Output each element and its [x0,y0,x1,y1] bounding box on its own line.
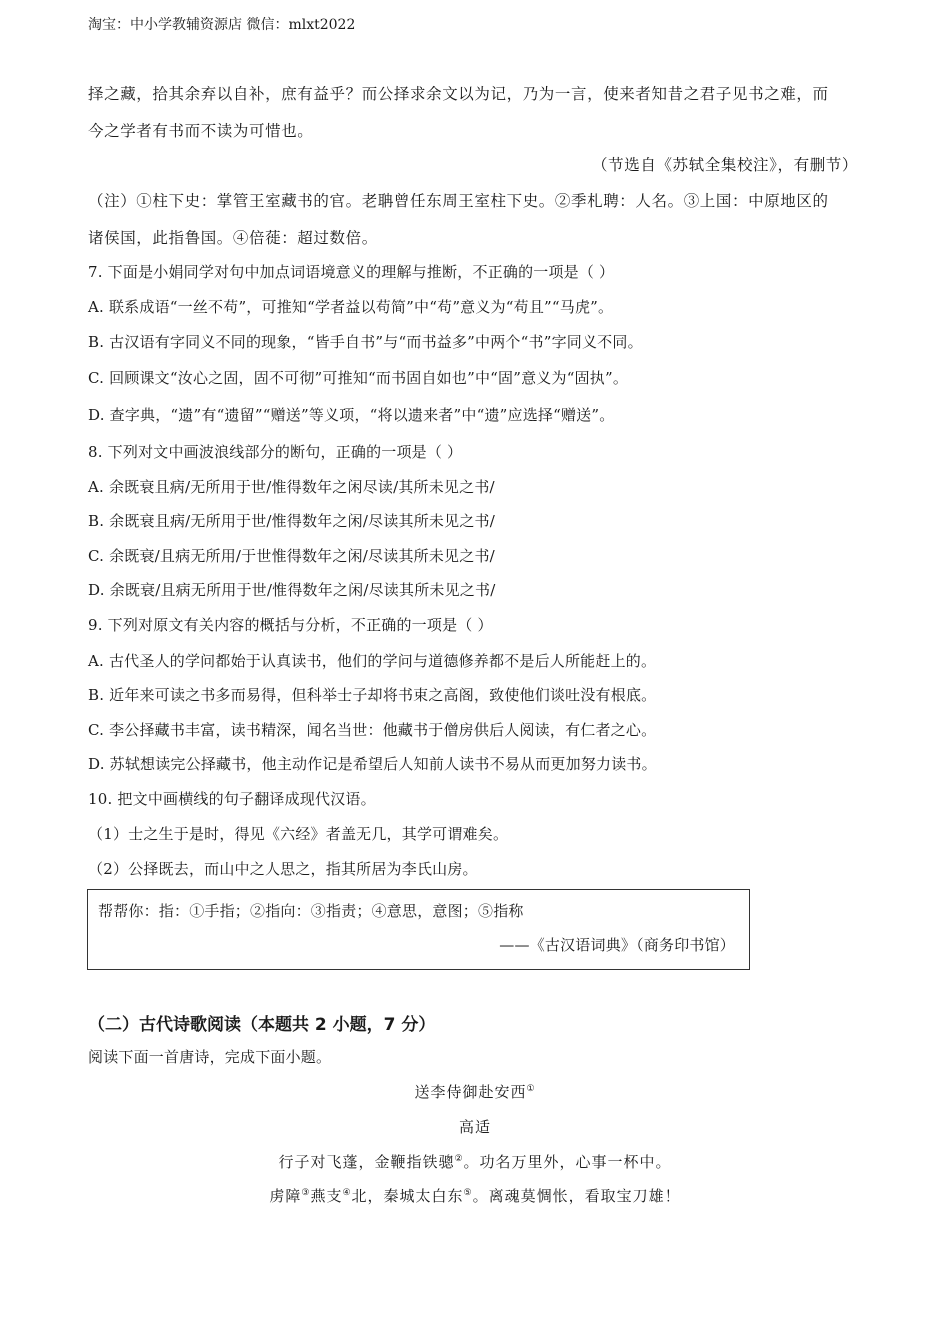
poem-line-2 [0,1185,950,1206]
poem-note-5: ⑤ [463,1188,473,1198]
poem-line-1-part-a: 行子对飞蓬，金鞭指铁骢 [278,1153,455,1171]
poem-line-2-part-b: 燕支 [310,1187,343,1205]
poem-line-2-part-c: 北，秦城太白东 [351,1187,464,1205]
poem-title-text: 送李侍御赴安西 [414,1083,527,1101]
poem-note-3: ③ [301,1188,311,1198]
note-line-2: 诸侯国，此指鲁国。④倍蓰：超过数倍。 [88,229,378,247]
passage-source: （节选自《苏轼全集校注》，有删节） [592,156,858,174]
q9-stem: 9. 下列对原文有关内容的概括与分析，不正确的一项是（ ） [88,616,493,634]
passage-line-1: 择之藏，拾其余弃以自补，庶有益乎？而公择求余文以为记，乃为一言，使来者知昔之君子见书之难，而 [88,85,829,103]
q10-stem: 10. 把文中画横线的句子翻译成现代汉语。 [88,790,376,808]
poem-author: 高适 [458,1118,491,1136]
help-box [87,889,750,970]
q8-option-a: A. 余既衰且病/无所用于世/惟得数年之闲尽读/其所未见之书/ [88,478,495,496]
poem-line-2-part-a: 虏障 [269,1187,302,1205]
q8-option-c: C. 余既衰/且病无所用/于世惟得数年之闲/尽读其所未见之书/ [88,547,495,565]
poem-line-1-part-b: 。功名万里外，心事一杯中。 [463,1153,672,1171]
passage-line-2: 今之学者有书而不读为可惜也。 [88,122,314,140]
q9-option-b: B. 近年来可读之书多而易得，但科举士子却将书束之高阁，致使他们谈吐没有根底。 [88,686,657,704]
page-header: 淘宝：中小学教辅资源店 微信：mlxt2022 [88,17,356,33]
section-instruction: 阅读下面一首唐诗，完成下面小题。 [88,1048,332,1066]
q7-option-d: D. 查字典，“遗”有“遗留”“赠送”等义项，“将以遗来者”中“遗”应选择“赠送”。 [88,406,615,424]
help-box-source: ——《古汉语词典》（商务印书馆） [499,936,735,954]
q7-option-b: B. 古汉语有字同义不同的现象，“皆手自书”与“而书益多”中两个“书”字同义不同。 [88,333,643,351]
q8-option-b: B. 余既衰且病/无所用于世/惟得数年之闲/尽读其所未见之书/ [88,512,495,530]
q10-sentence-2: （2）公择既去，而山中之人思之，指其所居为李氏山房。 [88,860,478,878]
q8-option-d: D. 余既衰/且病无所用于世/惟得数年之闲/尽读其所未见之书/ [88,581,496,599]
poem-title [0,1081,950,1102]
section-title: （二）古代诗歌阅读（本题共 2 小题，7 分） [88,1015,436,1035]
poem-line-2-part-d: 。离魂莫惆怅，看取宝刀雄！ [472,1187,681,1205]
q7-option-a: A. 联系成语“一丝不苟”，可推知“学者益以苟简”中“苟”意义为“苟且”“马虎”。 [88,298,614,316]
help-box-definitions: 帮帮你：指：①手指；②指向：③指责；④意思，意图；⑤指称 [98,902,524,920]
q9-option-a: A. 古代圣人的学问都始于认真读书，他们的学问与道德修养都不是后人所能赶上的。 [88,652,657,670]
poem-note-4: ④ [342,1188,352,1198]
poem-note-2: ② [454,1154,464,1164]
q10-sentence-1: （1）士之生于是时，得见《六经》者盖无几，其学可谓难矣。 [88,825,509,843]
q8-stem: 8. 下列对文中画波浪线部分的断句，正确的一项是（ ） [88,443,463,461]
poem-title-note: ① [526,1084,536,1094]
q7-option-c: C. 回顾课文“汝心之固，固不可彻”可推知“而书固自如也”中“固”意义为“固执”。 [88,369,629,387]
q7-stem: 7. 下面是小娟同学对句中加点词语境意义的理解与推断，不正确的一项是（ ） [88,263,615,281]
poem-line-1 [0,1151,950,1172]
q9-option-c: C. 李公择藏书丰富，读书精深，闻名当世：他藏书于僧房供后人阅读，有仁者之心。 [88,721,657,739]
note-line-1: （注）①柱下史：掌管王室藏书的官。老聃曾任东周王室柱下史。②季札聘：人名。③上国：中原地区的 [88,192,829,210]
q9-option-d: D. 苏轼想读完公择藏书，他主动作记是希望后人知前人读书不易从而更加努力读书。 [88,755,657,773]
